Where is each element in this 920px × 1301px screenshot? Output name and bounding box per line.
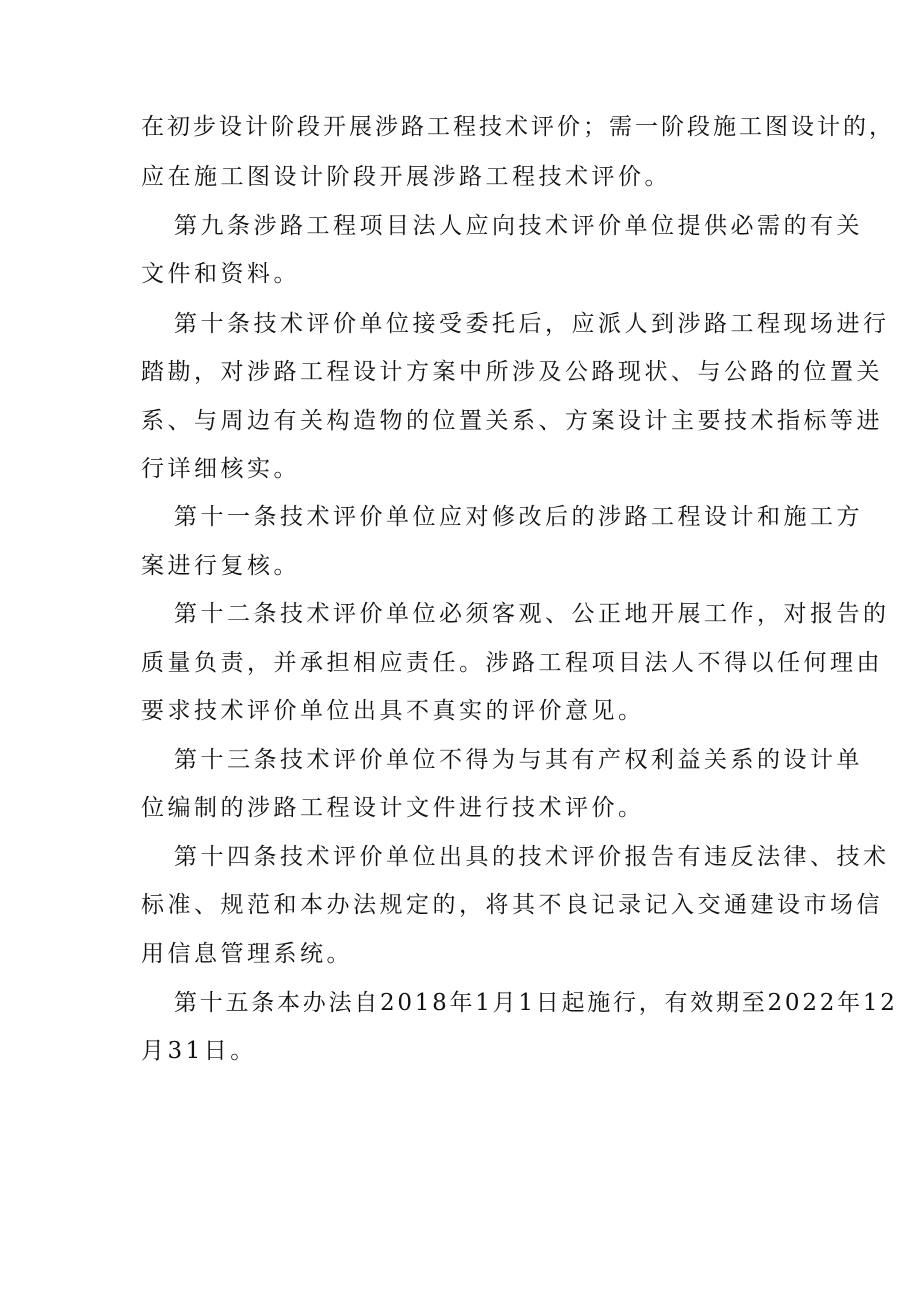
text-line: 质量负责，并承担相应责任。涉路工程项目法人不得以任何理由 <box>141 650 883 676</box>
text-line: 系、与周边有关构造物的位置关系、方案设计主要技术指标等进 <box>141 408 883 434</box>
text-line: 文件和资料。 <box>141 261 300 287</box>
text-line: 案进行复核。 <box>141 553 300 579</box>
article-15-line: 第十五条本办法自2018年1月1日起施行，有效期至2022年12 <box>174 990 898 1016</box>
text-line: 要求技术评价单位出具不真实的评价意见。 <box>141 698 645 724</box>
text-line: 应在施工图设计阶段开展涉路工程技术评价。 <box>141 164 671 190</box>
text-line: 标准、规范和本办法规定的，将其不良记录记入交通建设市场信 <box>141 892 883 918</box>
text-line: 月31日。 <box>141 1038 257 1064</box>
article-9-line: 第九条涉路工程项目法人应向技术评价单位提供必需的有关 <box>174 213 863 239</box>
text-line: 踏勘，对涉路工程设计方案中所涉及公路现状、与公路的位置关 <box>141 359 883 385</box>
text-line: 行详细核实。 <box>141 456 300 482</box>
article-11-line: 第十一条技术评价单位应对修改后的涉路工程设计和施工方 <box>174 504 863 530</box>
text-line: 位编制的涉路工程设计文件进行技术评价。 <box>141 795 645 821</box>
text-line: 在初步设计阶段开展涉路工程技术评价；需一阶段施工图设计的， <box>141 114 895 140</box>
article-12-line: 第十二条技术评价单位必须客观、公正地开展工作，对报告的 <box>174 601 890 627</box>
text-line: 用信息管理系统。 <box>141 941 353 967</box>
article-13-line: 第十三条技术评价单位不得为与其有产权利益关系的设计单 <box>174 747 863 773</box>
article-14-line: 第十四条技术评价单位出具的技术评价报告有违反法律、技术 <box>174 844 890 870</box>
article-10-line: 第十条技术评价单位接受委托后，应派人到涉路工程现场进行 <box>174 311 890 337</box>
